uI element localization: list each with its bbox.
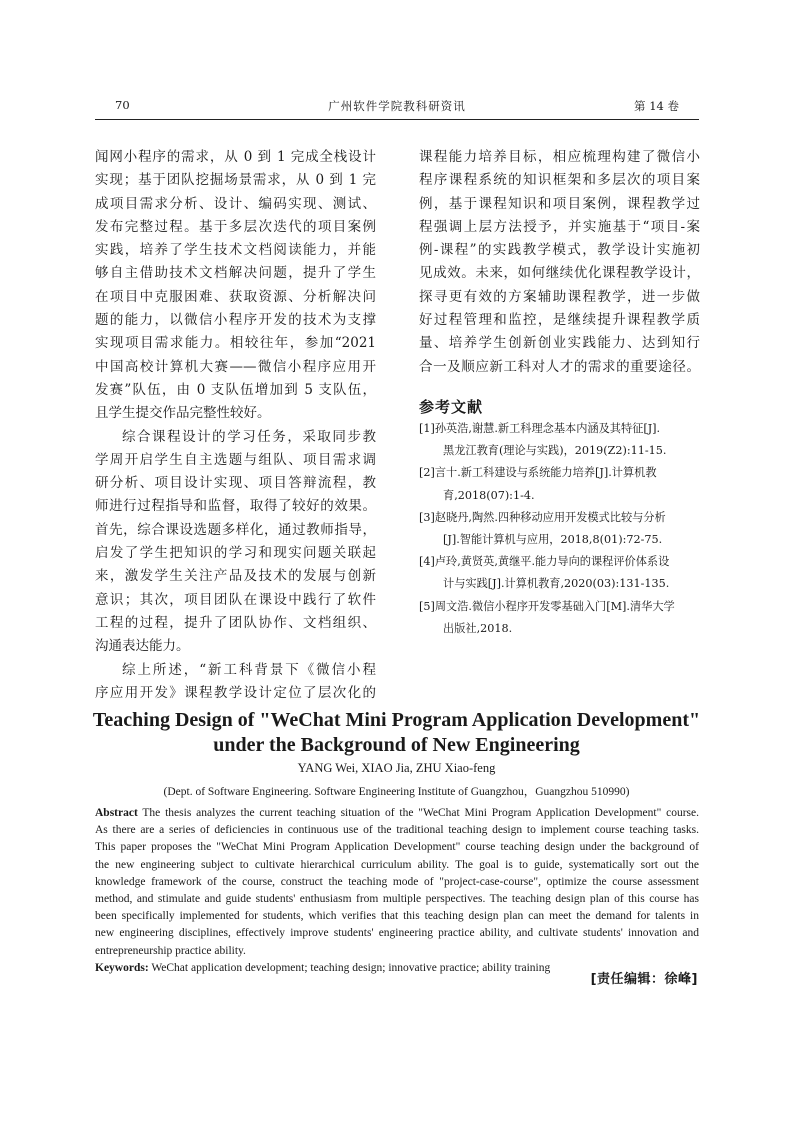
- body-line: 成项目需求分析、设计、编码实现、测试、: [95, 195, 376, 212]
- english-title-line: under the Background of New Engineering: [213, 734, 580, 756]
- body-line: 发布完整过程。基于多层次迭代的项目案例: [95, 218, 376, 235]
- english-affiliation: (Dept. of Software Engineering. Software Engineering Institute of Guangzhou，Guangzhou 510990): [163, 786, 630, 798]
- reference-item: [4]卢玲,黄贤英,黄继平.能力导向的课程评价体系设: [419, 555, 670, 569]
- body-line: 研分析、项目设计实现、项目答辩流程，教: [95, 475, 376, 492]
- english-authors: YANG Wei, XIAO Jia, ZHU Xiao-feng: [297, 761, 496, 775]
- volume-label: 第 14 卷: [634, 99, 679, 113]
- abstract-line: new engineering disciplines, effectively improve students' engineering practice ability, and cultivate students' innovation and: [95, 927, 699, 940]
- body-line: 见成效。未来，如何继续优化课程教学设计，: [419, 265, 700, 282]
- abstract-line: This paper proposes the "WeChat Mini Program Application Development" course teaching design under the background of: [95, 841, 699, 854]
- abstract-line: method, and stimulate and guide students' enthusiasm from multiple perspectives. The teaching design plan of this course has: [95, 892, 699, 905]
- header-rule: [95, 119, 699, 120]
- body-line: 在项目中克服困难、获取资源、分析解决问: [95, 288, 376, 305]
- body-line: 沟通表达能力。: [95, 638, 190, 655]
- body-line: 好过程管理和监控，是继续提升课程教学质: [419, 312, 700, 329]
- english-title: [60, 708, 733, 758]
- reference-item-continued: 黑龙江教育(理论与实践)，2019(Z2):11-15.: [443, 444, 667, 458]
- abstract-line: been specifically implemented for students, which verifies that this teaching design plan can meet the demand for talents in: [95, 910, 699, 923]
- body-line: 来，激发学生关注产品及技术的发展与创新: [95, 568, 376, 585]
- journal-name: 广州软件学院教科研资讯: [328, 99, 466, 113]
- references-list: [419, 418, 709, 640]
- body-line: 实现；基于团队挖掘场景需求，从 0 到 1 完: [95, 172, 376, 189]
- body-line: 工程的过程，提升了团队协作、文档组织、: [95, 614, 376, 631]
- abstract-line: As there are a series of deficiencies in continuous use of the traditional teaching design to implement course teaching tasks.: [95, 824, 699, 837]
- abstract-line: knowledge framework of the course, construct the teaching mode of "project-case-course", optimize the course assessment: [95, 875, 699, 888]
- body-line: 程序课程系统的知识框架和多层次的项目案: [419, 172, 700, 189]
- body-line: 探寻更有效的方案辅助课程教学，进一步做: [419, 288, 700, 305]
- body-line: 学周开启学生自主选题与组队、项目需求调: [95, 451, 376, 468]
- body-line: 够自主借助技术文档解决问题，提升了学生: [95, 265, 376, 282]
- body-line: 且学生提交作品完整性较好。: [95, 405, 271, 422]
- body-line: 程强调上层方法授予，并实施基于“项目-案: [419, 218, 700, 235]
- english-abstract: [95, 805, 699, 977]
- abstract-line: Abstract The thesis analyzes the current teaching situation of the "WeChat Mini Program Application Development" course.: [95, 807, 699, 819]
- reference-item-continued: [J].智能计算机与应用，2018,8(01):72-75.: [443, 532, 663, 546]
- body-line: 中国高校计算机大赛——微信小程序应用开: [95, 358, 376, 375]
- body-line: 例，基于课程知识和项目案例，课程教学过: [419, 195, 700, 212]
- body-line: 综合课程设计的学习任务，采取同步教: [122, 428, 376, 445]
- keywords-text: WeChat application development; teaching design; innovative practice; ability training: [148, 961, 551, 974]
- body-line: 启发了学生把知识的学习和现实问题关联起: [95, 545, 376, 562]
- running-header: [95, 96, 699, 118]
- reference-item-continued: 计与实践[J].计算机教育,2020(03):131-135.: [443, 577, 670, 591]
- body-line: 意识；其次，项目团队在课设中践行了软件: [95, 591, 376, 608]
- abstract-label: Abstract: [95, 807, 138, 819]
- body-line: 题的能力，以微信小程序开发的技术为支撑: [95, 312, 376, 329]
- body-line: 实现项目需求能力。相较往年，参加“2021: [95, 335, 376, 352]
- body-line: 闻网小程序的需求，从 0 到 1 完成全栈设计: [95, 149, 376, 165]
- reference-item-continued: 出版社,2018.: [443, 621, 513, 635]
- body-line: 合一及顺应新工科对人才的需求的重要途径。: [419, 358, 700, 375]
- body-line: 发赛”队伍，由 0 支队伍增加到 5 支队伍，: [95, 381, 376, 398]
- right-column: [419, 146, 700, 379]
- body-line: 量、培养学生创新创业实践能力、达到知行: [419, 335, 700, 352]
- body-line: 序应用开发》课程教学设计定位了层次化的: [95, 684, 376, 701]
- english-title-line: Teaching Design of "WeChat Mini Program Application Development": [92, 709, 701, 731]
- body-line: 例-课程”的实践教学模式，教学设计实施初: [419, 242, 700, 259]
- page-number: 70: [115, 98, 130, 112]
- body-line: 课程能力培养目标，相应梳理构建了微信小: [419, 149, 700, 165]
- reference-item: [2]言十.新工科建设与系统能力培养[J].计算机教: [419, 466, 657, 480]
- body-line: 师进行过程指导和监督，取得了较好的效果。: [95, 498, 376, 515]
- keywords-label: Keywords:: [95, 961, 149, 974]
- reference-item: [5]周文浩.微信小程序开发零基础入门[M].清华大学: [419, 599, 675, 613]
- abstract-line: entrepreneurship practice ability.: [95, 944, 246, 957]
- references-heading: 参考文献: [419, 398, 484, 416]
- abstract-line: the new engineering subject to cultivate hierarchical curriculum ability. The goal is to guide, systematically sort out the: [95, 858, 699, 871]
- left-column: [95, 146, 376, 705]
- body-line: 实践，培养了学生技术文档阅读能力，并能: [95, 242, 376, 259]
- reference-item-continued: 育,2018(07):1-4.: [443, 488, 535, 502]
- body-line: 首先，综合课设选题多样化，通过教师指导，: [95, 521, 376, 538]
- editor-credit: [责任编辑：徐峰]: [590, 972, 698, 987]
- reference-item: [1]孙英浩,谢慧.新工科理念基本内涵及其特征[J].: [419, 422, 661, 435]
- body-line: 综上所述，“新工科背景下《微信小程: [122, 661, 376, 678]
- reference-item: [3]赵晓丹,陶然.四种移动应用开发模式比较与分析: [419, 510, 666, 524]
